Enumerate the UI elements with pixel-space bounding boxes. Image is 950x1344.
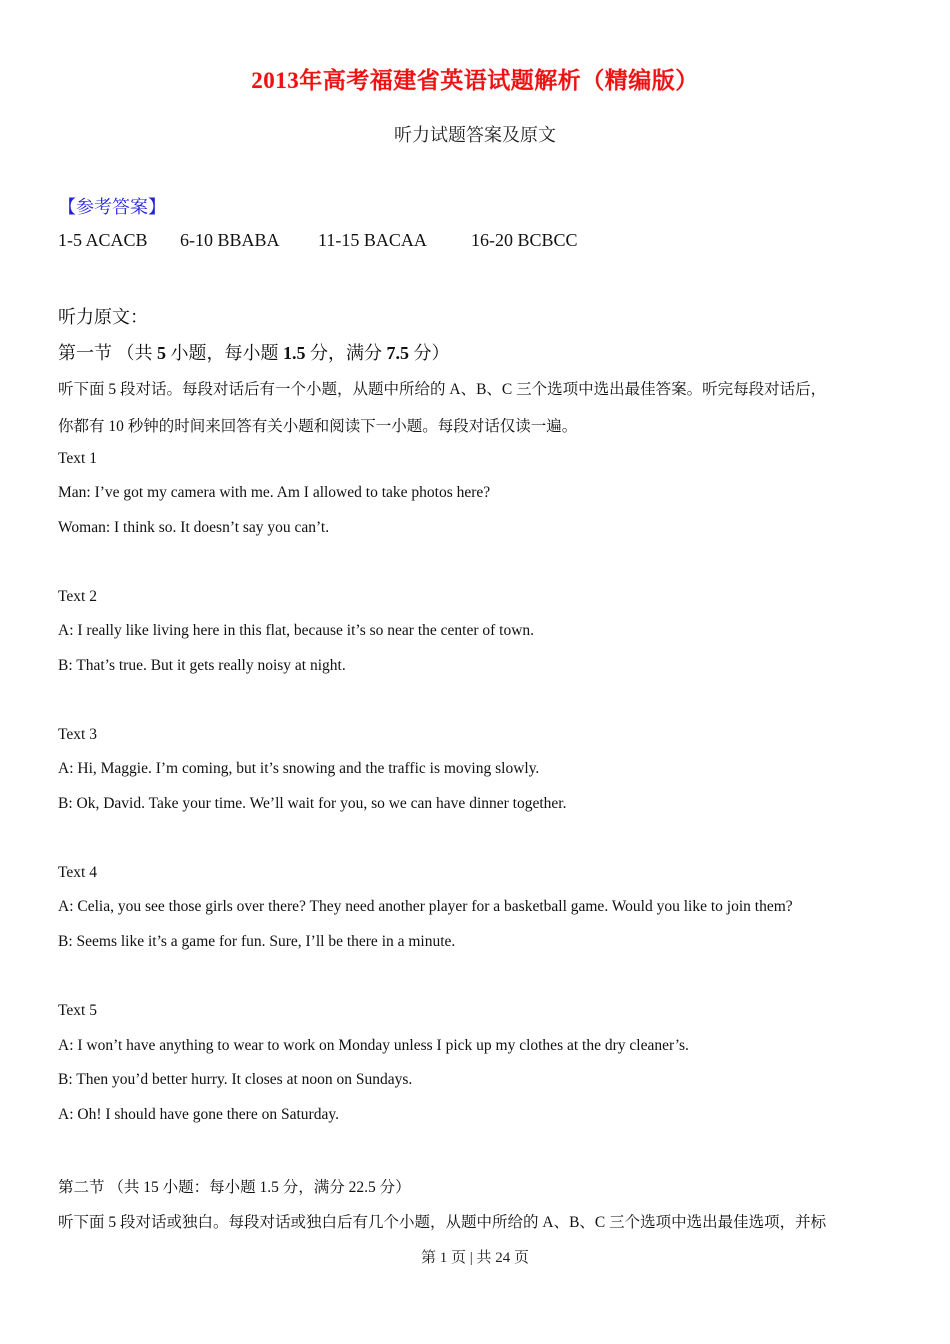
dialogue-line: Woman: I think so. It doesn’t say you can’t. bbox=[58, 519, 330, 536]
answer-group: 16-20 BCBCC bbox=[471, 230, 578, 250]
section-1-heading bbox=[58, 339, 450, 365]
answer-key-row bbox=[58, 230, 578, 251]
section-2-instructions: 听下面 5 段对话或独白。每段对话或独白后有几个小题，从题中所给的 A、B、C 三个选项中选出最佳选项，并标 bbox=[58, 1214, 827, 1231]
text-title: Text 5 bbox=[58, 1002, 97, 1019]
answer-group: 11-15 BACAA bbox=[318, 230, 427, 250]
dialogue-line: B: Ok, David. Take your time. We’ll wait for you, so we can have dinner together. bbox=[58, 795, 567, 812]
dialogue-line: A: Oh! I should have gone there on Saturday. bbox=[58, 1106, 339, 1123]
text-title: Text 2 bbox=[58, 588, 97, 605]
heading-text: 分，满分 bbox=[305, 343, 387, 363]
dialogue-line: A: I won’t have anything to wear to work on Monday unless I pick up my clothes at the dry cleaner’s. bbox=[58, 1037, 689, 1054]
heading-number: 1.5 bbox=[283, 343, 306, 363]
reference-answer-label: 【参考答案】 bbox=[58, 197, 166, 217]
dialogue-line: A: Celia, you see those girls over there? They need another player for a basketball game. Would you like to join them? bbox=[58, 898, 793, 915]
page-title: 2013年高考福建省英语试题解析（精编版） bbox=[251, 68, 699, 93]
dialogue-line: B: Then you’d better hurry. It closes at noon on Sundays. bbox=[58, 1071, 413, 1088]
dialogue-line: A: Hi, Maggie. I’m coming, but it’s snowing and the traffic is moving slowly. bbox=[58, 760, 540, 777]
heading-text: 分） bbox=[409, 343, 450, 363]
page-footer: 第 1 页 | 共 24 页 bbox=[420, 1250, 529, 1266]
heading-number: 5 bbox=[157, 343, 166, 363]
text-title: Text 3 bbox=[58, 726, 97, 743]
dialogue-line: B: That’s true. But it gets really noisy at night. bbox=[58, 657, 346, 674]
page-subtitle: 听力试题答案及原文 bbox=[394, 125, 556, 145]
section-1-instructions: 听下面 5 段对话。每段对话后有一个小题，从题中所给的 A、B、C 三个选项中选出最佳答案。听完每段对话后， bbox=[58, 381, 827, 398]
heading-number: 7.5 bbox=[386, 343, 409, 363]
text-title: Text 1 bbox=[58, 450, 97, 467]
dialogue-line: Man: I’ve got my camera with me. Am I allowed to take photos here? bbox=[58, 484, 491, 501]
heading-text: 第一节 （共 bbox=[58, 343, 157, 363]
text-title: Text 4 bbox=[58, 864, 97, 881]
answer-group: 1-5 ACACB bbox=[58, 230, 148, 250]
section-2-heading: 第二节 （共 15 小题：每小题 1.5 分，满分 22.5 分） bbox=[58, 1179, 411, 1196]
transcript-label: 听力原文： bbox=[58, 307, 148, 327]
section-1-instructions: 你都有 10 秒钟的时间来回答有关小题和阅读下一小题。每段对话仅读一遍。 bbox=[58, 418, 578, 435]
dialogue-line: A: I really like living here in this flat, because it’s so near the center of town. bbox=[58, 622, 535, 639]
dialogue-line: B: Seems like it’s a game for fun. Sure, I’ll be there in a minute. bbox=[58, 933, 456, 950]
heading-text: 小题，每小题 bbox=[166, 343, 283, 363]
answer-group: 6-10 BBABA bbox=[180, 230, 280, 250]
